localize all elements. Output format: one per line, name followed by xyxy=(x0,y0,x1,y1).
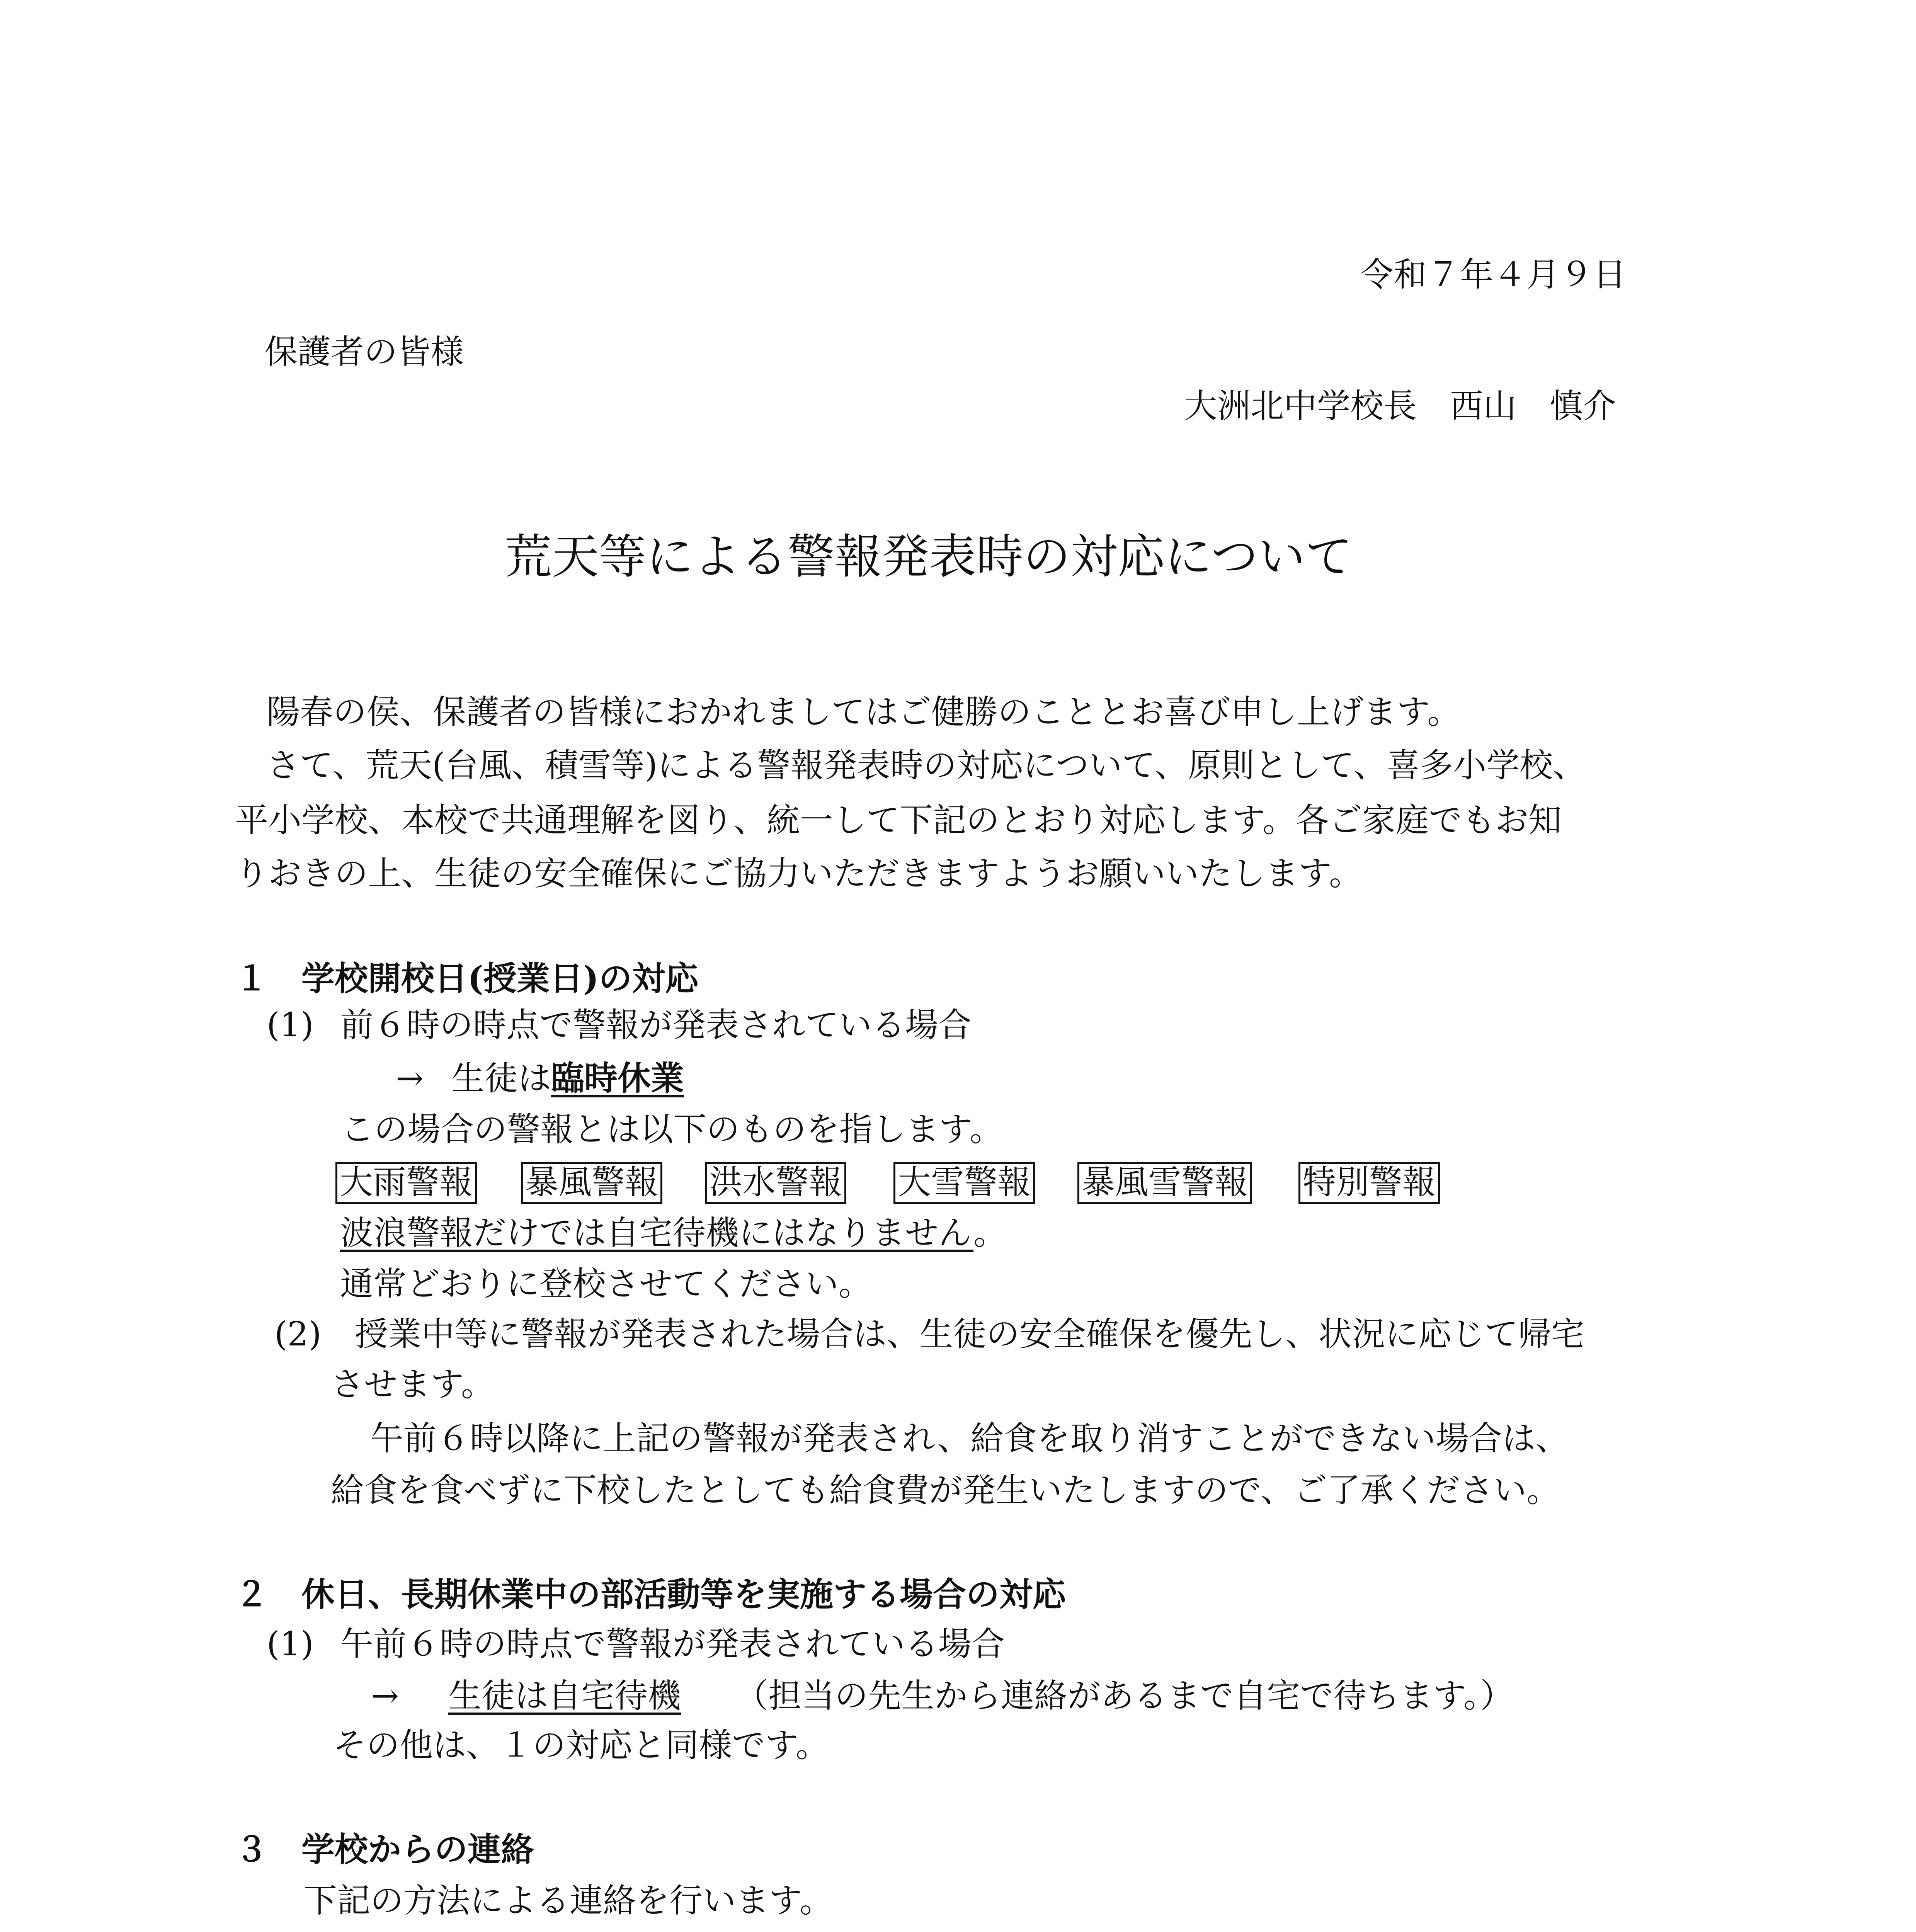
wave-note xyxy=(340,1216,1007,1250)
section-heading-1: １ 学校開校日(授業日)の対応 xyxy=(235,959,699,998)
recipient: 保護者の皆様 xyxy=(264,333,464,371)
warning-badge: 大雪警報 xyxy=(893,1162,1035,1204)
item-text: させます。 xyxy=(331,1365,495,1404)
wave-note-end: 。 xyxy=(973,1214,1007,1252)
arrow-icon: → xyxy=(396,1059,424,1098)
warning-badge: 暴風雪警報 xyxy=(1077,1162,1252,1204)
warning-badge: 特別警報 xyxy=(1298,1162,1440,1204)
wave-note-underlined: 波浪警報だけでは自宅待機にはなりません xyxy=(340,1214,974,1252)
item-label: (1) xyxy=(267,1625,314,1663)
result-emphasis: 臨時休業 xyxy=(551,1059,684,1098)
section-heading-3: ３ 学校からの連絡 xyxy=(235,1830,534,1869)
sender: 大洲北中学校長 西山 慎介 xyxy=(1184,387,1616,425)
item-label: (2) xyxy=(274,1315,322,1354)
normal-note: 通常どおりに登校させてください。 xyxy=(340,1265,872,1303)
result-line xyxy=(451,1059,684,1098)
intro-line: 陽春の侯、保護者の皆様におかれましてはご健勝のこととお喜び申し上げます。 xyxy=(267,693,1461,731)
warning-badge: 洪水警報 xyxy=(705,1162,846,1204)
item-text: 午前６時の時点で警報が発表されている場合 xyxy=(340,1625,1005,1663)
result-prefix: 生徒は xyxy=(451,1059,551,1098)
warning-badge: 大雨警報 xyxy=(335,1162,477,1204)
item-label: (1) xyxy=(267,1006,314,1044)
warning-badge: 暴風警報 xyxy=(521,1162,662,1204)
intro-line: 平小学校、本校で共通理解を図り、統一して下記のとおり対応します。各ご家庭でもお知 xyxy=(235,801,1562,840)
section-heading-2: ２ 休日、長期休業中の部活動等を実施する場合の対応 xyxy=(235,1575,1066,1614)
result-emphasis: 生徒は自宅待機 xyxy=(448,1677,681,1715)
result-note: （担当の先生から連絡があるまで自宅で待ちます。） xyxy=(735,1677,1514,1715)
section-intro: 下記の方法による連絡を行います。 xyxy=(304,1881,833,1920)
item-text: 授業中等に警報が発表された場合は、生徒の安全確保を優先し、状況に応じて帰宅 xyxy=(355,1315,1584,1354)
arrow-icon: → xyxy=(371,1677,399,1715)
item-text: 午前６時以降に上記の警報が発表され、給食を取り消すことができない場合は、 xyxy=(370,1419,1569,1458)
page-title: 荒天等による警報発表時の対応について xyxy=(505,529,1353,584)
document-date: 令和７年４月９日 xyxy=(1360,255,1626,294)
item-text: 給食を食べずに下校したとしても給食費が発生いたしますので、ご了承ください。 xyxy=(331,1471,1560,1510)
warning-note: この場合の警報とは以下のものを指します。 xyxy=(341,1110,1003,1149)
intro-line: りおきの上、生徒の安全確保にご協力いただきますようお願いいたします。 xyxy=(235,854,1363,893)
intro-line: さて、荒天(台風、積雪等)による警報発表時の対応について、原則として、喜多小学校、 xyxy=(267,746,1586,785)
item-text: 前６時の時点で警報が発表されている場合 xyxy=(340,1006,972,1044)
item-text: その他は、１の対応と同様です。 xyxy=(333,1726,829,1765)
